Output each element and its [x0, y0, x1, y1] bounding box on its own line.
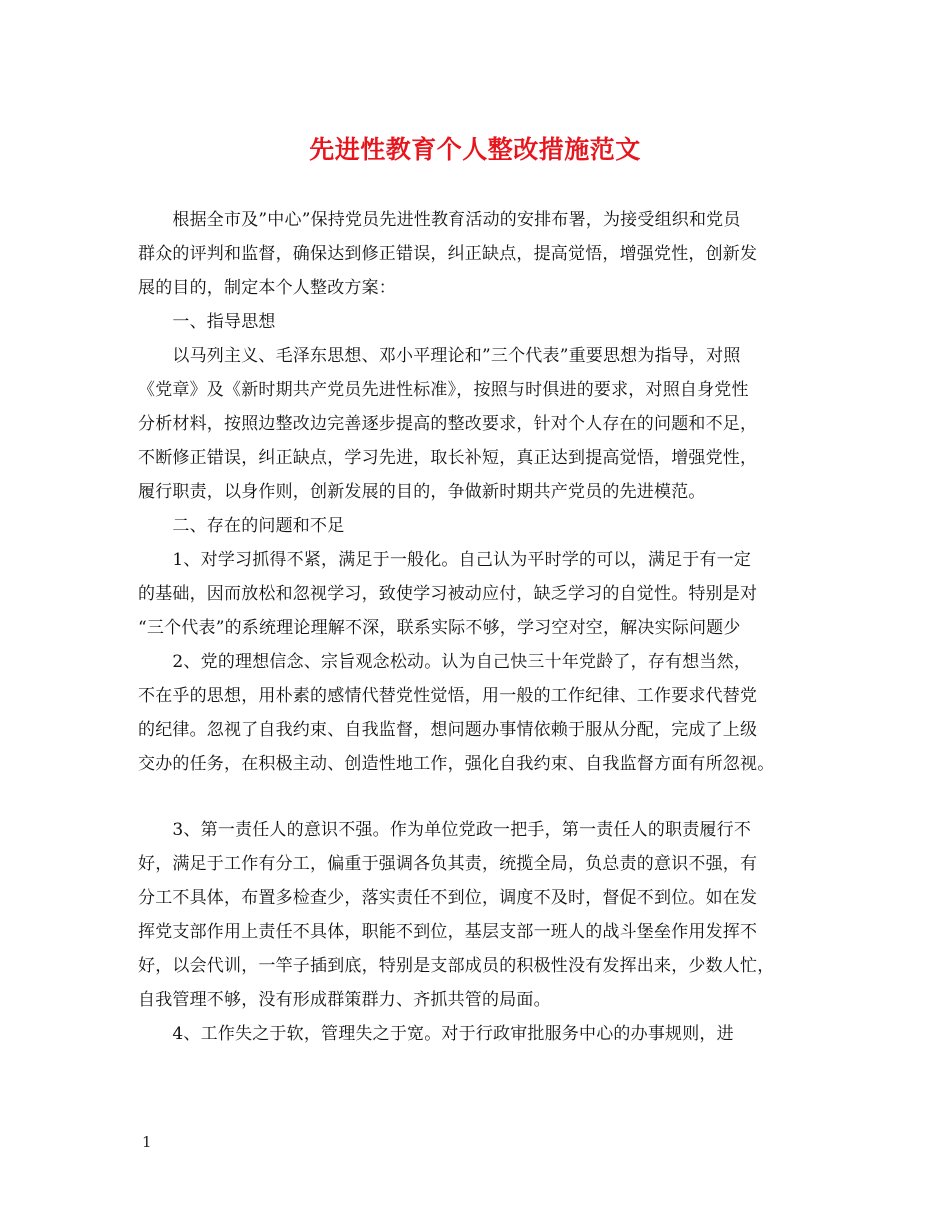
- paragraph-line: “三个代表”的系统理论理解不深，联系实际不够，学习空对空，解决实际问题少: [138, 618, 741, 638]
- paragraph-line: 分析材料，按照边整改边完善逐步提高的整改要求，针对个人存在的问题和不足，: [138, 414, 758, 434]
- paragraph-line: 的基础，因而放松和忽视学习，致使学习被动应付，缺乏学习的自觉性。特别是对: [138, 584, 758, 604]
- paragraph-line: 根据全市及”中心”保持党员先进性教育活动的安排布署，为接受组织和党员: [138, 210, 741, 230]
- paragraph-line: 的纪律。忽视了自我约束、自我监督，想问题办事情依赖于服从分配，完成了上级: [138, 720, 758, 740]
- paragraph-line: 以马列主义、毛泽东思想、邓小平理论和”三个代表”重要思想为指导，对照: [138, 346, 741, 366]
- paragraph-line: 挥党支部作用上责任不具体，职能不到位，基层支部一班人的战斗堡垒作用发挥不: [138, 922, 758, 942]
- document-title: 先进性教育个人整改措施范文: [309, 135, 641, 164]
- paragraph-line: 不在乎的思想，用朴素的感情代替党性觉悟，用一般的工作纪律、工作要求代替党: [138, 686, 758, 706]
- paragraph-line: 好，满足于工作有分工，偏重于强调各负其责，统揽全局，负总责的意识不强，有: [138, 854, 758, 874]
- paragraph-line: 分工不具体，布置多检查少，落实责任不到位，调度不及时，督促不到位。如在发: [138, 888, 758, 908]
- paragraph-line: 不断修正错误，纠正缺点，学习先进，取长补短，真正达到提高觉悟，增强党性，: [138, 448, 758, 468]
- page-number: 1: [142, 1133, 152, 1151]
- paragraph-line: 好，以会代训，一竿子插到底，特别是支部成员的积极性没有发挥出来，少数人忙，: [138, 956, 775, 976]
- paragraph-line: 展的目的，制定本个人整改方案：: [138, 278, 396, 298]
- paragraph-line: 3、第一责任人的意识不强。作为单位党政一把手，第一责任人的职责履行不: [138, 820, 752, 840]
- paragraph-line: 2、党的理想信念、宗旨观念松动。认为自己快三十年党龄了，存有想当然，: [138, 652, 752, 672]
- section-heading: 一、指导思想: [138, 312, 276, 332]
- paragraph-line: 4、工作失之于软，管理失之于宽。对于行政审批服务中心的办事规则，进: [138, 1024, 734, 1044]
- paragraph-line: 交办的任务，在积极主动、创造性地工作，强化自我约束、自我监督方面有所忽视。: [138, 754, 775, 774]
- paragraph-line: 自我管理不够，没有形成群策群力、齐抓共管的局面。: [138, 990, 551, 1010]
- paragraph-line: 《党章》及《新时期共产党员先进性标准》，按照与时俱进的要求，对照自身党性: [138, 380, 749, 400]
- paragraph-line: 群众的评判和监督，确保达到修正错误，纠正缺点，提高觉悟，增强党性，创新发: [138, 244, 758, 264]
- paragraph-line: 1、对学习抓得不紧，满足于一般化。自己认为平时学的可以，满足于有一定: [138, 550, 752, 570]
- paragraph-line: 履行职责，以身作则，创新发展的目的，争做新时期共产党员的先进模范。: [138, 482, 706, 502]
- section-heading: 二、存在的问题和不足: [138, 516, 345, 536]
